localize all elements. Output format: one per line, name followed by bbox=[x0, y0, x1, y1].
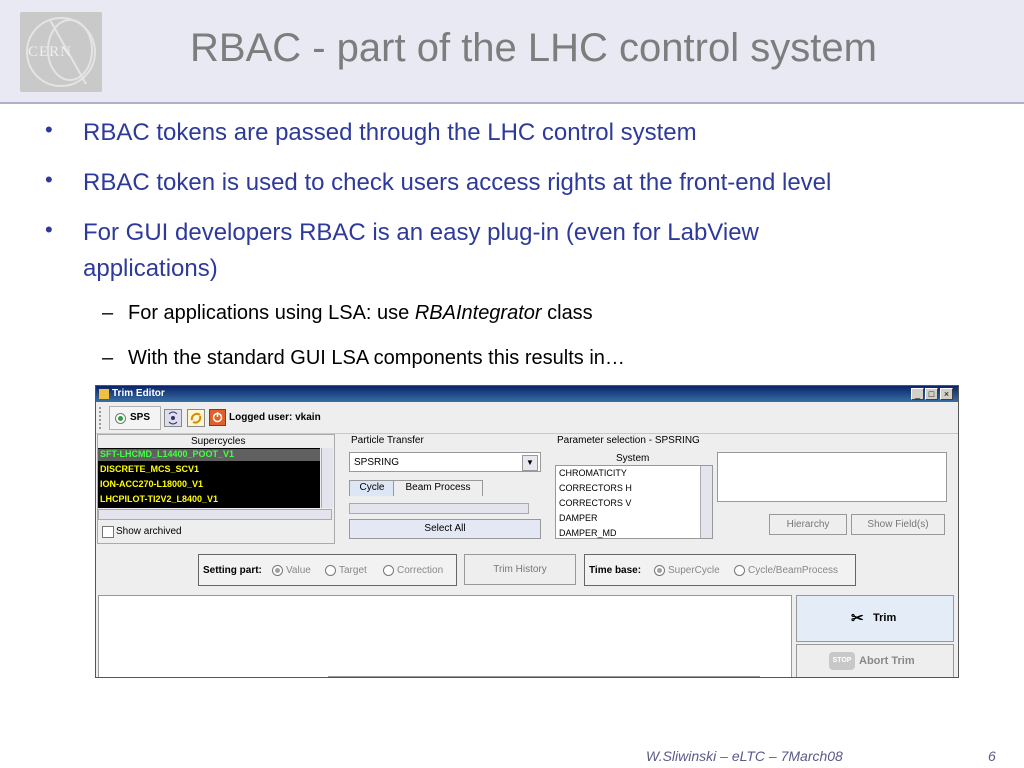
system-list[interactable] bbox=[555, 465, 713, 539]
setting-part-group bbox=[198, 554, 457, 586]
sub-dash: – bbox=[102, 302, 114, 324]
parameter-selection-header: Parameter selection - SPSRING bbox=[557, 435, 700, 446]
value-label: Value bbox=[286, 565, 311, 576]
correction-radio[interactable] bbox=[383, 565, 394, 576]
supercycle-radio[interactable] bbox=[654, 565, 665, 576]
sub-bullet-1-prefix: For applications using LSA: use bbox=[128, 302, 415, 324]
toolbar bbox=[96, 403, 958, 434]
bullet-marker: • bbox=[45, 217, 53, 242]
particle-transfer-header: Particle Transfer bbox=[351, 435, 424, 446]
hierarchy-button[interactable]: Hierarchy bbox=[769, 514, 847, 535]
sps-label: SPS bbox=[130, 412, 151, 423]
parameter-values-area[interactable] bbox=[717, 452, 947, 502]
stop-icon-label: STOP bbox=[832, 657, 852, 664]
toolbar-grip bbox=[99, 407, 105, 429]
target-radio[interactable] bbox=[325, 565, 336, 576]
supercycles-vscroll[interactable] bbox=[321, 448, 333, 508]
bullet-marker: • bbox=[45, 167, 53, 192]
antenna-icon[interactable] bbox=[164, 409, 182, 427]
target-label: Target bbox=[339, 565, 367, 576]
setting-part-label: Setting part: bbox=[203, 565, 262, 576]
trim-button[interactable] bbox=[796, 595, 954, 642]
show-archived-checkbox[interactable] bbox=[102, 526, 114, 538]
supercycle-item[interactable]: SFT-LHCMD_L14400_POOT_V1 bbox=[100, 449, 235, 459]
supercycle-item[interactable]: LHCPILOT-TI2V2_L8400_V1 bbox=[100, 494, 219, 504]
supercycles-list[interactable] bbox=[98, 448, 320, 508]
cern-logo bbox=[20, 12, 102, 92]
supercycles-panel bbox=[97, 434, 335, 544]
app-icon bbox=[99, 389, 109, 399]
particle-transfer-panel bbox=[347, 434, 543, 542]
page-number: 6 bbox=[988, 748, 996, 764]
system-header: System bbox=[616, 453, 650, 464]
sub-dash: – bbox=[102, 347, 114, 369]
stop-icon bbox=[829, 652, 855, 670]
tab-beam-process[interactable] bbox=[393, 480, 483, 496]
maximize-button[interactable]: □ bbox=[925, 388, 938, 400]
trim-content-area[interactable] bbox=[98, 595, 792, 678]
system-item[interactable]: DAMPER_MD bbox=[559, 528, 617, 538]
rbac-login-icon[interactable] bbox=[209, 409, 226, 426]
show-fields-button[interactable]: Show Field(s) bbox=[851, 514, 945, 535]
tab-beam-process-label: Beam Process bbox=[405, 482, 471, 493]
logged-user-label: Logged user: vkain bbox=[229, 412, 321, 423]
show-archived-label: Show archived bbox=[116, 526, 182, 537]
bullet-1: RBAC tokens are passed through the LHC control system bbox=[83, 119, 697, 146]
close-button[interactable]: × bbox=[940, 388, 953, 400]
value-radio[interactable] bbox=[272, 565, 283, 576]
scissors-icon: ✂ bbox=[851, 610, 864, 627]
trim-history-button[interactable]: Trim History bbox=[464, 554, 576, 585]
supercycles-hscroll[interactable] bbox=[98, 509, 332, 520]
time-base-label: Time base: bbox=[589, 565, 642, 576]
abort-trim-button[interactable] bbox=[796, 644, 954, 678]
abort-trim-label: Abort Trim bbox=[859, 655, 915, 667]
supercycles-header: Supercycles bbox=[191, 436, 246, 447]
slide-title: RBAC - part of the LHC control system bbox=[190, 26, 877, 70]
sub-bullet-1-suffix: class bbox=[541, 302, 593, 324]
window-title: Trim Editor bbox=[112, 388, 165, 399]
particle-transfer-value: SPSRING bbox=[354, 457, 400, 468]
supercycle-label: SuperCycle bbox=[668, 565, 720, 576]
system-item[interactable]: CHROMATICITY bbox=[559, 468, 627, 478]
cycle-beamprocess-radio[interactable] bbox=[734, 565, 745, 576]
system-item[interactable]: DAMPER bbox=[559, 513, 598, 523]
time-base-group bbox=[584, 554, 856, 586]
bullet-2: RBAC token is used to check users access rights at the front-end level bbox=[83, 169, 832, 196]
minimize-button[interactable]: _ bbox=[911, 388, 924, 400]
select-all-button[interactable]: Select All bbox=[349, 519, 541, 539]
supercycle-item[interactable]: ION-ACC270-L18000_V1 bbox=[100, 479, 204, 489]
trim-label: Trim bbox=[873, 612, 897, 624]
tab-cycle[interactable] bbox=[349, 480, 395, 496]
bullet-marker: • bbox=[45, 117, 53, 142]
content-divider bbox=[328, 676, 760, 677]
supercycle-item[interactable]: DISCRETE_MCS_SCV1 bbox=[100, 464, 200, 474]
sub-bullet-2: With the standard GUI LSA components this results in… bbox=[128, 347, 625, 369]
bullet-3-line2: applications) bbox=[83, 255, 218, 282]
sub-bullet-1 bbox=[128, 302, 593, 325]
system-item[interactable]: CORRECTORS H bbox=[559, 483, 632, 493]
system-item[interactable]: CORRECTORS V bbox=[559, 498, 632, 508]
accelerator-selector[interactable] bbox=[109, 406, 161, 430]
window-titlebar bbox=[96, 386, 958, 402]
refresh-icon[interactable] bbox=[187, 409, 205, 427]
tab-cycle-label: Cycle bbox=[359, 482, 385, 493]
cycle-beamprocess-label: Cycle/BeamProcess bbox=[748, 565, 839, 576]
parameter-selection-panel bbox=[553, 434, 953, 542]
sps-radio[interactable] bbox=[115, 413, 126, 424]
footer-author: W.Sliwinski – eLTC – 7March08 bbox=[646, 748, 843, 764]
bullet-3-line1: For GUI developers RBAC is an easy plug-in (even for LabView bbox=[83, 219, 759, 246]
particle-hscroll[interactable] bbox=[349, 503, 529, 514]
particle-transfer-dropdown[interactable] bbox=[349, 452, 541, 472]
correction-label: Correction bbox=[397, 565, 444, 576]
slide-header bbox=[0, 0, 1024, 104]
chevron-down-icon[interactable]: ▼ bbox=[522, 455, 538, 471]
trim-editor-window bbox=[95, 385, 959, 678]
rbaintegrator-term: RBAIntegrator bbox=[414, 302, 542, 324]
system-vscroll[interactable] bbox=[700, 466, 712, 538]
logo-text: CERN bbox=[28, 44, 73, 60]
